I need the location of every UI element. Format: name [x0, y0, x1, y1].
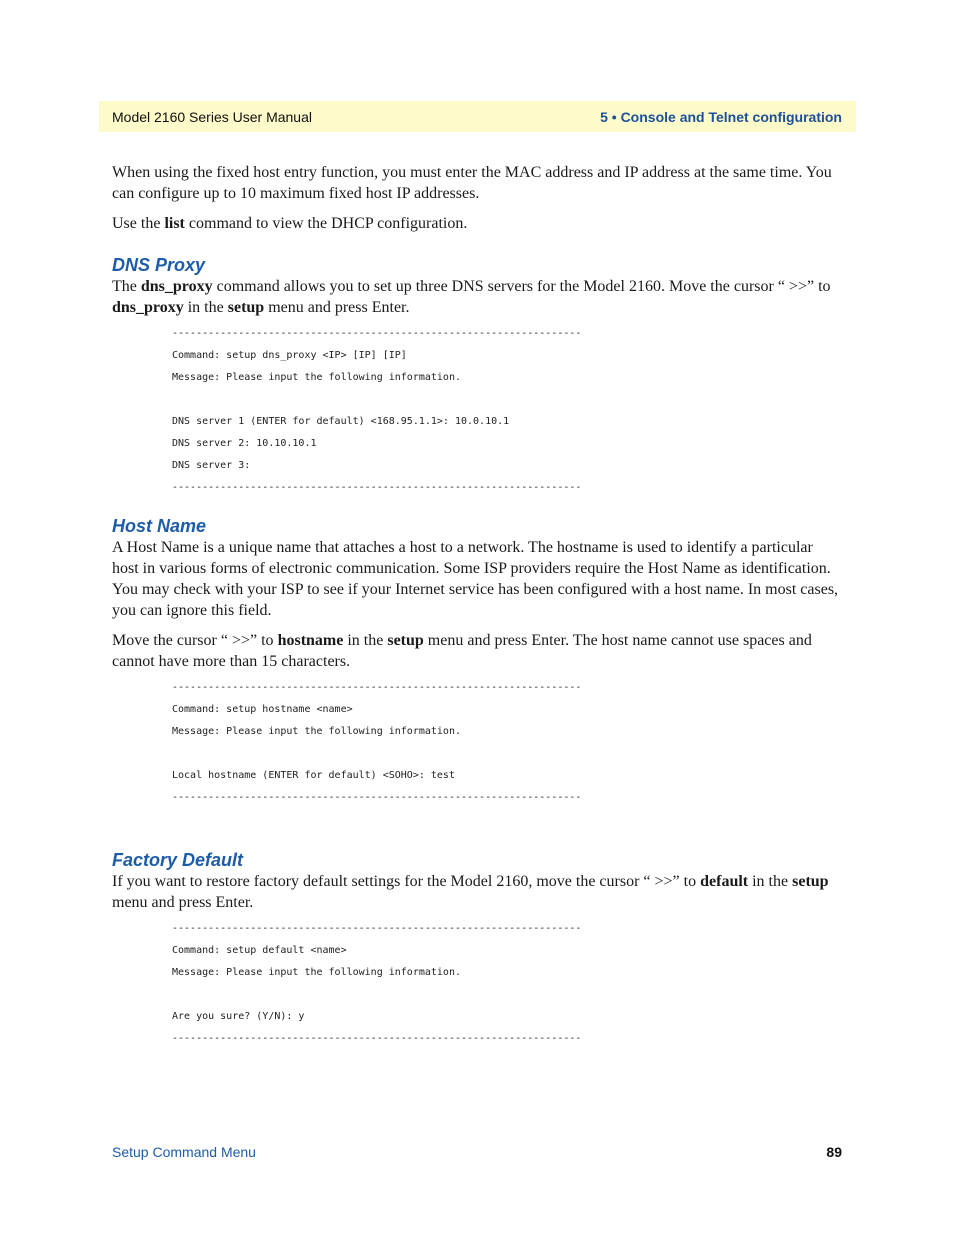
code-line: DNS server 2: 10.10.10.1	[172, 438, 317, 449]
code-blank-line	[172, 743, 842, 765]
code-line: DNS server 3:	[172, 460, 251, 471]
code-rule-top: --------------------------------------------------------------------	[172, 328, 582, 339]
code-rule-bottom: --------------------------------------------------------------------	[172, 792, 582, 803]
code-blank-line	[172, 984, 842, 1006]
manual-title: Model 2160 Series User Manual	[112, 108, 312, 125]
running-header	[99, 101, 856, 132]
dns-proxy-heading: DNS Proxy	[112, 255, 206, 275]
code-line: Message: Please input the following information.	[172, 372, 461, 383]
host-name-paragraph-1: A Host Name is a unique name that attaches a host to a network. The hostname is used to identify a particular host in various forms of electronic communication. Some ISP providers require the Host Name as identification. You may check with your ISP to see if your Internet service has been configured with a host name. In most cases, you can ignore this field.	[112, 539, 839, 619]
code-rule-bottom: --------------------------------------------------------------------	[172, 482, 582, 493]
running-footer	[112, 1144, 842, 1160]
factory-default-code-block	[172, 918, 842, 1050]
code-line: Are you sure? (Y/N): y	[172, 1011, 305, 1022]
code-line: DNS server 1 (ENTER for default) <168.95.1.1>: 10.0.10.1	[172, 416, 510, 427]
list-command: list	[164, 215, 185, 232]
code-line: Message: Please input the following information.	[172, 726, 461, 737]
host-name-paragraph-2: Move the cursor “ >>” to hostname in the setup menu and press Enter. The host name cannot use spaces and cannot have more than 15 characters.	[112, 632, 812, 670]
code-rule-bottom: --------------------------------------------------------------------	[172, 1033, 582, 1044]
dns-proxy-paragraph: The dns_proxy command allows you to set up three DNS servers for the Model 2160. Move the cursor “ >>” to dns_proxy in the setup menu and press Enter.	[112, 278, 831, 316]
intro-paragraph-2: Use the list command to view the DHCP configuration.	[112, 215, 468, 232]
code-line: Command: setup default <name>	[172, 945, 347, 956]
host-name-heading: Host Name	[112, 516, 207, 536]
code-line: Command: setup dns_proxy <IP> [IP] [IP]	[172, 350, 407, 361]
code-rule-top: --------------------------------------------------------------------	[172, 682, 582, 693]
dns-proxy-code-block	[172, 323, 842, 499]
factory-default-heading: Factory Default	[112, 850, 244, 870]
footer-section-title: Setup Command Menu	[112, 1144, 256, 1160]
chapter-title: 5 • Console and Telnet configuration	[600, 108, 842, 125]
factory-default-paragraph: If you want to restore factory default settings for the Model 2160, move the cursor “ >>” to default in the setup menu and press Enter.	[112, 873, 829, 911]
host-name-code-block	[172, 677, 842, 809]
page-content	[112, 162, 842, 1050]
code-line: Message: Please input the following information.	[172, 967, 461, 978]
code-line: Command: setup hostname <name>	[172, 704, 353, 715]
code-blank-line	[172, 389, 842, 411]
code-rule-top: --------------------------------------------------------------------	[172, 923, 582, 934]
code-line: Local hostname (ENTER for default) <SOHO>: test	[172, 770, 455, 781]
page-number: 89	[826, 1144, 842, 1160]
intro-paragraph-1: When using the fixed host entry function, you must enter the MAC address and IP address at the same time. You can configure up to 10 maximum fixed host IP addresses.	[112, 164, 832, 202]
